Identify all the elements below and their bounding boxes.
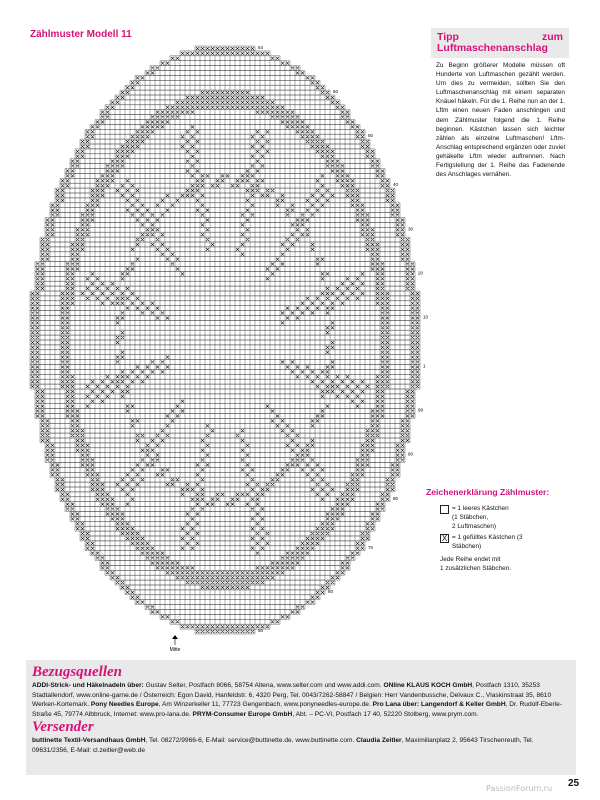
buttinette-label: buttinette Textil-Versandhaus GmbH — [32, 737, 146, 744]
versender-text — [32, 736, 570, 755]
row-label: 90 — [408, 451, 414, 457]
online-label: ONline KLAUS KOCH GmbH — [383, 682, 473, 689]
row-label: 60 — [328, 588, 334, 594]
row-label: 50 — [368, 133, 374, 139]
prym-text: , Abt. – PC-VI, Postfach 17 40, 52220 Stolberg, www.prym.com. — [292, 710, 479, 718]
row-label: 50 — [258, 628, 264, 634]
tip-body: Zu Beginn größerer Modelle müssen oft Hunderte von Luftmaschen gezählt werden. Um dies zu vermeiden, sollten Sie den Luftmaschenanschlag mit einem separaten Knäuel häkeln. Für die 1. Reihe nun an der 1. Lftm einen neuen Faden anschlingen und dem Zählmuster folgend die 1. Reihe beginnen. Kästchen lassen sich leichter zählen als einzelne Luftmaschen! Lftm-Anschlag entsprechend ergänzen oder zuviel gehäkelte Lftm wieder auftrennen. Nach Fertigstellung der 1. Reihe das Fadenende des Anschlages vernähen. — [436, 62, 565, 179]
sources-heading: Bezugsquellen — [32, 664, 123, 680]
legend-row-filled — [426, 533, 576, 551]
legend-empty-text: = 1 leeres Kästchen (1 Stäbchen, 2 Luftmaschen) — [452, 505, 509, 530]
center-label: Mitte — [169, 647, 181, 653]
row-label: 40 — [393, 182, 399, 188]
prolana-label: Pro Lana über: Langendorf & Keller GmbH — [372, 701, 506, 708]
legend — [426, 487, 576, 573]
row-label: 64 — [258, 45, 264, 50]
prym-label: PRYM-Consumer Europe GmbH — [192, 710, 293, 718]
tip-box — [431, 28, 569, 179]
chart-row-labels — [258, 45, 429, 633]
buttinette-text: , Tel. 08272/9966-6, E-Mail: service@buttinette.de, www.buttinette.com. — [145, 737, 357, 744]
row-label: 20 — [418, 270, 424, 276]
legend-filled-text: = 1 gefülltes Kästchen (3 Stäbchen) — [452, 534, 523, 550]
prolana-text: , Dr. Rudolf-Eberle-Straße 45, 79774 Albbruck, Internet: www.pro-lana.de. — [32, 701, 563, 718]
zeitler-label: Claudia Zeitler — [356, 737, 402, 744]
online-text: , Postfach 1310, 35253 Stadtallendorf, www.online-garne.de / Österreich: Egon David, Hanfeldstr. 6, 4320 Perg, Tel. 0043/7262-58847 / Belgien: Herr Vandenbussche, Delvaux C., Vlaskinstraat 35, 8610 Werken-Kortemark. — [32, 682, 552, 708]
addi-text: Gustav Selter, Postfach 8066, 58754 Altena, www.selter.com und www.addi.com. — [143, 682, 384, 689]
legend-row-empty — [426, 504, 576, 531]
row-label: 1 — [423, 363, 426, 369]
pony-label: Pony Needles Europe — [90, 701, 159, 708]
versender-heading: Versender — [32, 719, 94, 735]
empty-box-icon — [440, 505, 449, 514]
sources-text — [32, 681, 570, 719]
tip-title: Tipp zum Luftmaschenanschlag — [431, 28, 569, 58]
row-label: 10 — [423, 314, 429, 320]
row-label: 70 — [368, 544, 374, 550]
row-label: 60 — [333, 89, 339, 95]
sources-box — [26, 660, 576, 775]
legend-title: Zeichenerklärung Zählmuster: — [426, 487, 550, 497]
row-label: 30 — [408, 226, 414, 232]
page-number: 25 — [568, 778, 580, 789]
center-arrow — [172, 635, 178, 639]
zeitler-text: , Maximilianplatz 2, 95643 Tirschenreuth, Tel. 09631/2356, E-Mail: cl.zeitler@web.de — [32, 737, 534, 754]
watermark: PassionForum.ru — [486, 784, 553, 793]
chart-title: Zählmuster Modell 11 — [30, 29, 132, 40]
row-label: 99 — [418, 407, 424, 413]
addi-label: ADDI-Strick- und Häkelnadeln über: — [32, 682, 144, 689]
filled-box-icon: X — [441, 534, 448, 543]
pony-text: , Am Winzerkeller 11, 77723 Gengenbach, www.ponyneedles-europe.de. — [158, 701, 373, 708]
chart-grid — [30, 46, 420, 634]
legend-note: Jede Reihe endet mit 1 zusätzlichen Stäbchen. — [440, 556, 512, 572]
grid-path — [30, 46, 420, 634]
row-label: 80 — [393, 495, 399, 501]
